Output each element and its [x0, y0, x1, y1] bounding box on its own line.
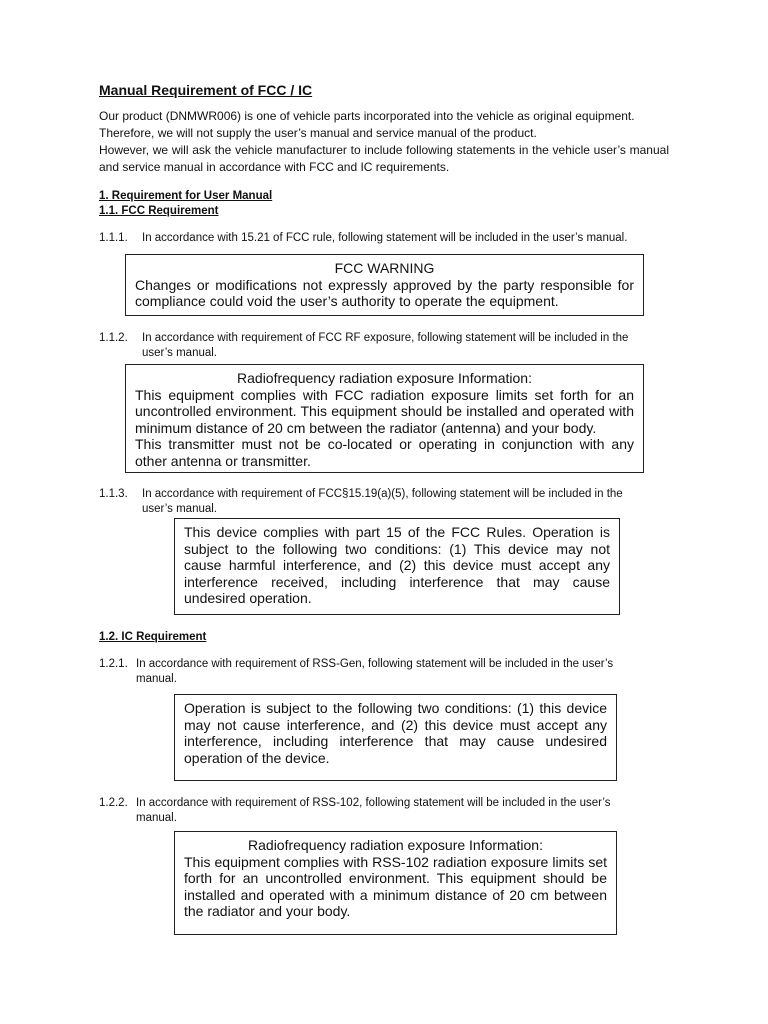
clause-1-2-2: [99, 796, 669, 826]
clause-text-cont: user’s manual.: [142, 347, 218, 359]
clause-text-cont: manual.: [136, 673, 177, 685]
clause-text-cont: manual.: [136, 812, 177, 824]
intro-line: Our product (DNMWR006) is one of vehicle parts incorporated into the vehicle as original equipment.: [99, 109, 635, 123]
clause-text: In accordance with requirement of RSS-Gen, following statement will be included in the user’s: [136, 658, 614, 670]
clause-number: 1.1.3.: [99, 488, 128, 500]
clause-number: 1.1.1.: [99, 232, 128, 244]
clause-1-1-2: [99, 331, 669, 361]
box-body: This equipment complies with FCC radiation exposure limits set forth for an uncontrolled environment. This equipment should be installed and operated with minimum distance of 20 cm between the radiator (antenna) and your body.: [135, 386, 634, 436]
fcc-warning-box: [125, 254, 644, 316]
intro-line: However, we will ask the vehicle manufacturer to include following statements in the vehicle user’s manual and service manual in accordance with FCC and IC requirements.: [99, 143, 669, 174]
clause-number: 1.2.1.: [99, 658, 128, 670]
section-heading-user-manual: 1. Requirement for User Manual: [99, 190, 273, 202]
rf-exposure-box-ic: [174, 831, 617, 935]
clause-text: In accordance with requirement of FCC§15.19(a)(5), following statement will be included in the: [142, 488, 623, 500]
section-heading-fcc: 1.1. FCC Requirement: [99, 205, 219, 217]
intro-paragraph: [99, 108, 669, 176]
intro-line: Therefore, we will not supply the user’s manual and service manual of the product.: [99, 126, 537, 140]
box-body: Operation is subject to the following two conditions: (1) this device may not cause interference, and (2) this device must accept any interference, including interference that may cause undesired operation of the device.: [184, 700, 607, 766]
part15-box: [174, 518, 620, 615]
clause-number: 1.2.2.: [99, 797, 128, 809]
rf-exposure-box-fcc: [125, 364, 644, 473]
rss-gen-box: [174, 694, 617, 781]
box-body: This equipment complies with RSS-102 radiation exposure limits set forth for an uncontrolled environment. This equipment should be installed and operated with a minimum distance of 20 cm between the radiator and your body.: [184, 853, 607, 919]
box-body: This device complies with part 15 of the FCC Rules. Operation is subject to the following two conditions: (1) This device may not cause harmful interference, and (2) this device must accept any interference received, including interference that may cause undesired operation.: [184, 524, 610, 606]
page-title: Manual Requirement of FCC / IC: [99, 82, 313, 98]
box-title: Radiofrequency radiation exposure Information:: [248, 837, 543, 853]
clause-text: In accordance with requirement of FCC RF exposure, following statement will be included in the: [142, 332, 629, 344]
box-title: Radiofrequency radiation exposure Information:: [237, 370, 532, 386]
section-heading-ic: 1.2. IC Requirement: [99, 631, 207, 643]
box-body: Changes or modifications not expressly approved by the party responsible for compliance could void the user’s authority to operate the equipment.: [135, 276, 634, 309]
clause-text: In accordance with 15.21 of FCC rule, following statement will be included in the user’s manual.: [142, 232, 628, 244]
clause-1-1-1: [99, 231, 669, 246]
clause-text-cont: user’s manual.: [142, 503, 218, 515]
clause-1-2-1: [99, 657, 669, 687]
clause-number: 1.1.2.: [99, 332, 128, 344]
clause-1-1-3: [99, 487, 669, 517]
box-title: FCC WARNING: [334, 260, 435, 276]
box-body: This transmitter must not be co-located or operating in conjunction with any other antenna or transmitter.: [135, 436, 634, 469]
clause-text: In accordance with requirement of RSS-102, following statement will be included in the user’s: [136, 797, 611, 809]
